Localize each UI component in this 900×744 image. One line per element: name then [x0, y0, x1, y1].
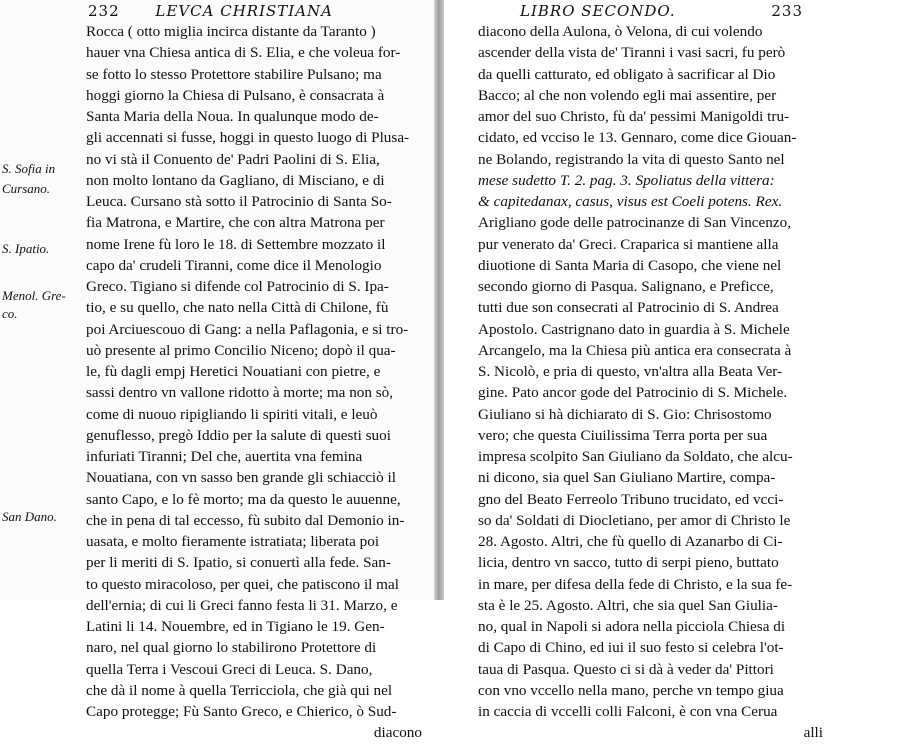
text-line: secondo giorno di Pasqua. Salignano, e Preficce, [478, 278, 774, 295]
text-line: naro, nel qual giorno lo stabilirono Protettore di [86, 639, 377, 657]
text-line: Arcangelo, ma la Chiesa più antica era consecrata à [478, 341, 792, 359]
text-line: Santa Maria della Noua. In qualunque modo de- [86, 108, 379, 125]
right-header [520, 2, 803, 22]
text-line: fia Matrona, e Martire, che con altra Matrona per [86, 214, 385, 232]
margin-note-san-dano: San Dano. [2, 509, 57, 524]
catchword: diacono [373, 724, 422, 742]
left-body-text [86, 21, 422, 744]
text-line: Giuliano si hà dichiarato di S. Gio: Chrisostomo [478, 405, 772, 423]
text-line: so da' Soldati di Diocletiano, per amor di Christo le [478, 511, 791, 529]
margin-note-cursano: Cursano. [2, 181, 51, 196]
text-line: non molto lontano da Gagliano, di Misciano, e di [86, 171, 385, 189]
text-line: mese sudetto T. 2. pag. 3. Spoliatus della vittera: [478, 171, 775, 189]
text-line: 28. Agosto. Altri, che fù quello di Azanarbo di Ci- [478, 533, 783, 550]
text-line: Leuca. Cursano stà sotto il Patrocinio di Santa So- [86, 193, 392, 210]
text-line: che dà il nome à quella Terricciola, che già qui nel [86, 681, 393, 699]
text-line: da quelli catturato, ed obligato à sacrificar al Dio [478, 65, 776, 83]
text-line: genuflesso, pregò Iddio per la salute di questi suoi [86, 426, 391, 444]
text-line: quella Terra i Vescoui Greci di Leuca. S. Dano, [86, 660, 373, 678]
text-line: Capo protegge; Fù Santo Greco, e Chierico, ò Sud- [86, 703, 397, 720]
text-line: capo da' crudeli Tiranni, come dice il Menologio [86, 256, 382, 274]
book-gutter [434, 0, 444, 600]
text-line: gine. Pato ancor gode del Patrocinio di S. Michele. [478, 384, 788, 402]
text-line: vero; che questa Ciuilissima Terra porta per sua [478, 426, 768, 444]
text-line: santo Capo, e lo fè morto; ma da questo le auuenne, [86, 490, 401, 508]
text-line: impresa scolpito San Giuliano da Soldato, che alcu- [478, 448, 793, 465]
text-line: tutti due son consecrati al Patrocinio di S. Andrea [478, 299, 779, 317]
left-header [88, 2, 333, 22]
text-line: in caccia di vccelli colli Falconi, è con vna Cerua [478, 703, 778, 720]
catchword: alli [803, 724, 823, 742]
text-line: sta è le 25. Agosto. Altri, che sia quel San Giulia- [478, 596, 778, 614]
text-line: per li meriti di S. Ipatio, si conuertì alla fede. San- [86, 554, 391, 572]
text-line: gli accennati si fusse, hoggi in questo luogo di Plusa- [86, 129, 410, 147]
text-line: no vi stà il Conuento de' Padri Paolini di S. Elia, [86, 150, 380, 168]
text-line: & capitedanax, casus, visus est Coeli potens. Rex. [478, 193, 783, 210]
text-line: Rocca ( otto miglia incirca distante da Taranto ) [86, 23, 376, 40]
right-page-number: 233 [771, 2, 804, 20]
text-line: tio, e su quello, che nato nella Città di Chilone, fù [86, 299, 389, 317]
right-running-head: LIBRO SECONDO. [520, 2, 676, 20]
text-line: uasata, e molto fieramente istratiata; liberata poi [86, 533, 380, 550]
text-line: di Capo di Chino, ed iui il suo festo si celebra l'ot- [478, 639, 784, 657]
text-line: ni dicono, sia quel San Giuliano Martire, compa- [478, 469, 776, 487]
text-line: diuotione di Santa Maria di Casopo, che viene nel [478, 256, 782, 274]
text-line: dell'ernia; di cui li Greci fanno festa li 31. Marzo, e [86, 596, 398, 614]
text-line: gno del Beato Ferreolo Tribuno trucidato, ed vcci- [478, 490, 784, 508]
text-line: se fotto lo stesso Protettore stabilire Pulsano; ma [86, 65, 382, 83]
text-line: sassi dentro vn vallone ridotto à morte; ma non sò, [86, 384, 394, 402]
text-line: con vno vccello nella mano, perche vn tempo giua [478, 681, 784, 699]
text-line: hoggi giorno la Chiesa di Pulsano, è consacrata à [86, 86, 385, 104]
text-line: uò presente al primo Concilio Niceno; dopò il qua- [86, 341, 396, 359]
text-line: no, qual in Napoli si adora nella picciola Chiesa di [478, 618, 786, 635]
text-line: Greco. Tigiano si difende col Patrocinio di S. Ipa- [86, 278, 389, 295]
text-line: ascender della vista de' Tiranni i vasi sacri, fu però [478, 44, 786, 62]
text-line: come di nuouo ripigliando li spiriti vitali, e leuò [86, 405, 378, 423]
text-line: infuriati Tiranni; Del che, auertita vna femina [86, 448, 363, 465]
margin-note-co: co. [2, 306, 18, 321]
text-line: amor del suo Christo, fù da' pessimi Manigoldi tru- [478, 108, 790, 125]
right-body-text [478, 21, 823, 744]
text-line: Arigliano gode delle patrocinanze di San Vincenzo, [478, 214, 791, 232]
text-line: Nouatiana, con vn sasso ben grande gli schiacciò il [86, 469, 396, 487]
text-line: cidato, ed vcciso le 13. Gennaro, come dice Giouan- [478, 129, 797, 147]
text-line: to questo miracoloso, per quei, che patiscono il mal [86, 575, 399, 593]
text-line: le, fù dagli empj Heretici Nouatiani con pietre, e [86, 363, 381, 380]
text-line: taua di Pasqua. Questo ci si dà à veder da' Pittori [478, 660, 774, 678]
text-line: Apostolo. Castrignano dato in guardia à S. Michele [478, 320, 790, 338]
text-line: S. Nicolò, e pria di questo, vn'altra alla Beata Ver- [478, 363, 783, 380]
text-line: hauer vna Chiesa antica di S. Elia, e che voleua for- [86, 44, 401, 62]
text-line: che in pena di tal eccesso, fù subito dal Demonio in- [86, 511, 405, 529]
text-line: Bacco; al che non volendo egli mai assentire, per [478, 86, 777, 104]
margin-note-s-sofia: S. Sofia in [2, 161, 56, 176]
text-line: pur venerato da' Greci. Craparica si mantiene alla [478, 235, 779, 253]
left-running-head: LEVCA CHRISTIANA [155, 2, 334, 20]
text-line: nome Irene fù loro le 18. di Settembre mozzato il [86, 235, 386, 253]
text-line: diacono della Aulona, ò Velona, di cui volendo [478, 23, 763, 40]
text-line: licia, dentro vn sacco, tutto di serpi pieno, buttato [478, 554, 779, 572]
text-line: Latini li 14. Nouembre, ed in Tigiano le 19. Gen- [86, 618, 385, 635]
left-page-number: 232 [88, 2, 120, 20]
text-line: ne Bolando, registrando la vita di questo Santo nel [478, 150, 785, 168]
margin-note-s-ipatio: S. Ipatio. [2, 241, 50, 256]
margin-note-menol-greco: Menol. Gre- [2, 288, 66, 303]
text-line: in mare, per difesa della fede di Christo, e la sua fe- [478, 575, 793, 593]
text-line: poi Arciuescouo di Gang: a nella Paflagonia, e si tro- [86, 320, 409, 338]
